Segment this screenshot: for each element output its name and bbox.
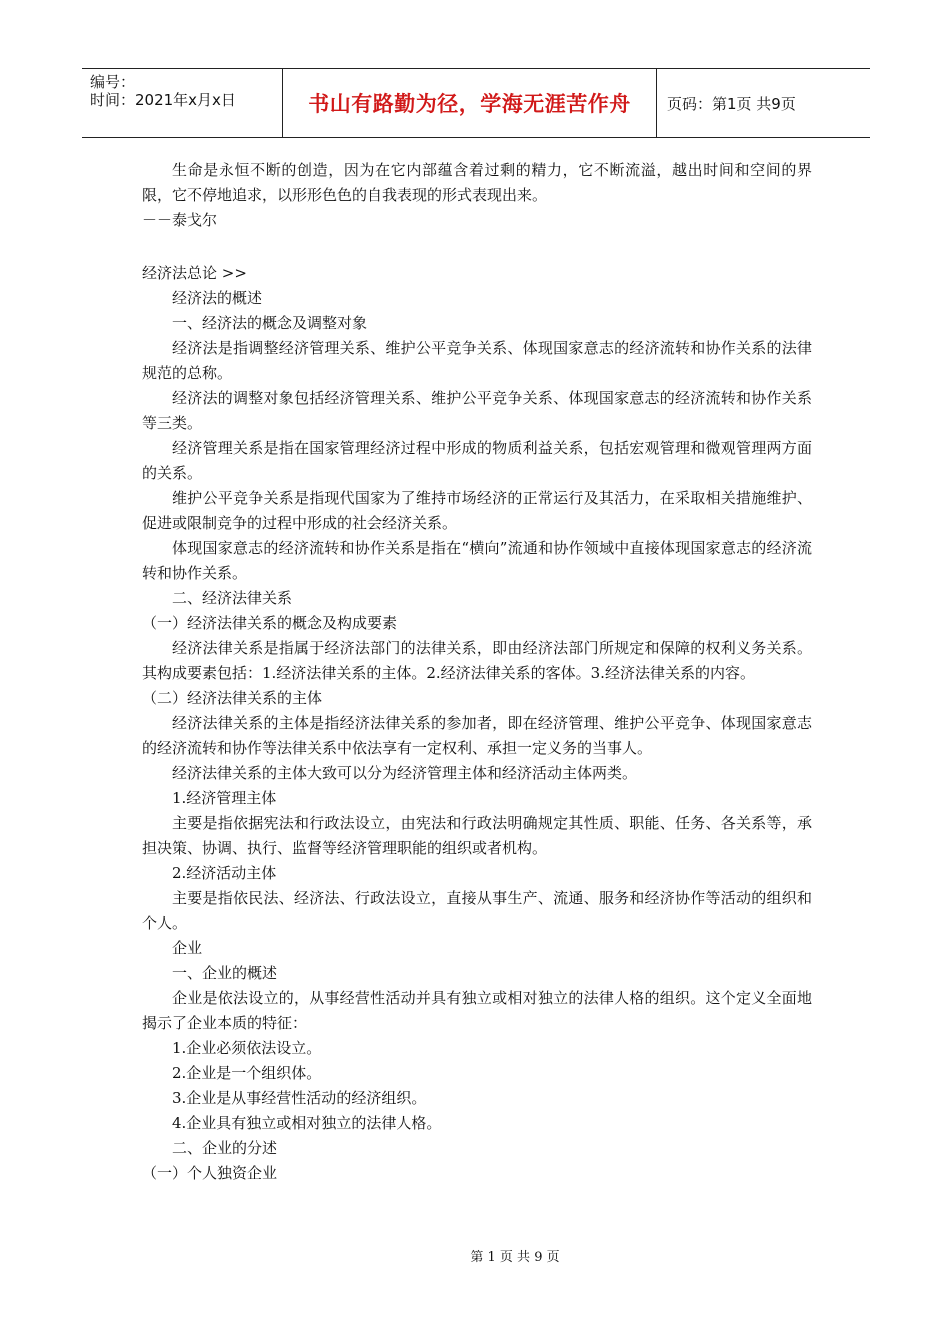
header-meta-cell xyxy=(82,69,283,137)
paragraph: 经济法律关系的主体是指经济法律关系的参加者，即在经济管理、维护公平竞争、体现国家意志的经济流转和协作等法律关系中依法享有一定权利、承担一定义务的当事人。 xyxy=(142,714,812,757)
paragraph: 经济法律关系是指属于经济法部门的法律关系，即由经济法部门所规定和保障的权利义务关系。其构成要素包括：1.经济法律关系的主体。2.经济法律关系的客体。3.经济法律关系的内容。 xyxy=(142,639,812,682)
header-motto: 书山有路勤为径，学海无涯苦作舟 xyxy=(308,92,631,116)
list-item: 3.企业是从事经营性活动的经济组织。 xyxy=(172,1089,427,1107)
quote-author: －－泰戈尔 xyxy=(142,211,218,229)
subsection-heading: 企业 xyxy=(172,939,203,957)
document-time: 时间：2021年x月x日 xyxy=(90,91,236,109)
heading: 二、经济法律关系 xyxy=(172,589,293,607)
paragraph: 经济管理关系是指在国家管理经济过程中形成的物质利益关系，包括宏观管理和微观管理两方面的关系。 xyxy=(142,439,812,482)
paragraph: 经济法是指调整经济管理关系、维护公平竞争关系、体现国家意志的经济流转和协作关系的法律规范的总称。 xyxy=(142,339,812,382)
list-item: 2.企业是一个组织体。 xyxy=(172,1064,322,1082)
paragraph: 经济法的调整对象包括经济管理关系、维护公平竞争关系、体现国家意志的经济流转和协作关系等三类。 xyxy=(142,389,812,432)
paragraph: 企业是依法设立的，从事经营性活动并具有独立或相对独立的法律人格的组织。这个定义全面地揭示了企业本质的特征： xyxy=(142,989,812,1032)
list-item: 4.企业具有独立或相对独立的法律人格。 xyxy=(172,1114,442,1132)
paragraph: 主要是指依据宪法和行政法设立，由宪法和行政法明确规定其性质、职能、任务、各关系等，承担决策、协调、执行、监督等经济管理职能的组织或者机构。 xyxy=(142,814,812,857)
header-page-code: 页码：第1页 共9页 xyxy=(667,94,796,113)
heading: 一、经济法的概念及调整对象 xyxy=(172,314,368,332)
heading: 2.经济活动主体 xyxy=(172,864,277,882)
paragraph: 体现国家意志的经济流转和协作关系是指在“横向”流通和协作领域中直接体现国家意志的经济流转和协作关系。 xyxy=(142,539,812,582)
section-heading: 经济法总论 >> xyxy=(142,264,247,282)
document-number: 编号： xyxy=(90,73,136,91)
heading: （一）经济法律关系的概念及构成要素 xyxy=(142,614,398,632)
quote-text: 生命是永恒不断的创造，因为在它内部蕴含着过剩的精力，它不断流溢，越出时间和空间的界限，它不停地追求，以形形色色的自我表现的形式表现出来。 xyxy=(142,161,812,204)
heading: （二）经济法律关系的主体 xyxy=(142,689,323,707)
header-motto-cell xyxy=(283,69,657,137)
list-item: 1.企业必须依法设立。 xyxy=(172,1039,322,1057)
subsection-heading: 经济法的概述 xyxy=(172,289,263,307)
document-body xyxy=(142,158,812,1186)
paragraph: 主要是指依民法、经济法、行政法设立，直接从事生产、流通、服务和经济协作等活动的组织和个人。 xyxy=(142,889,812,932)
paragraph: 维护公平竞争关系是指现代国家为了维持市场经济的正常运行及其活力，在采取相关措施维护、促进或限制竞争的过程中形成的社会经济关系。 xyxy=(142,489,812,532)
heading: （一）个人独资企业 xyxy=(142,1164,278,1182)
spacer xyxy=(142,233,812,247)
spacer xyxy=(142,247,812,261)
header-page-cell xyxy=(657,69,870,137)
page-footer: 第 1 页 共 9 页 xyxy=(470,1250,560,1265)
heading: 1.经济管理主体 xyxy=(172,789,277,807)
heading: 二、企业的分述 xyxy=(172,1139,278,1157)
heading: 一、企业的概述 xyxy=(172,964,278,982)
paragraph: 经济法律关系的主体大致可以分为经济管理主体和经济活动主体两类。 xyxy=(172,764,638,782)
page-header xyxy=(82,68,870,138)
